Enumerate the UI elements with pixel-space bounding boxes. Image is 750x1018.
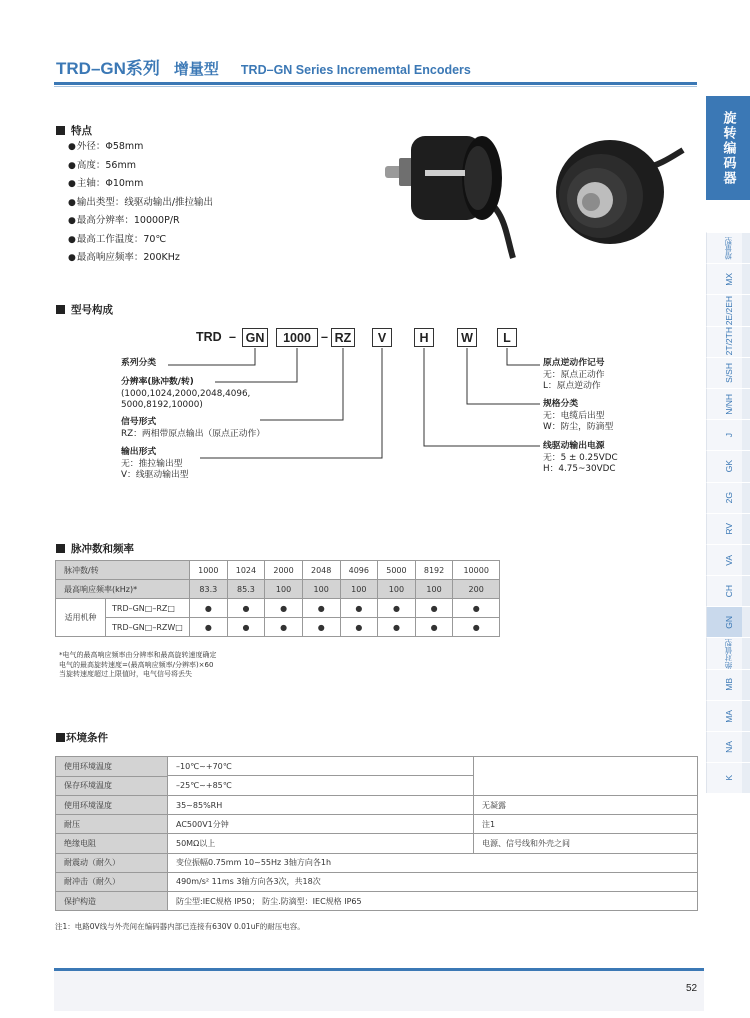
encoder-front-view (556, 140, 683, 244)
feature-item: ● 主轴：Φ10mm (68, 175, 213, 194)
side-tab-mx[interactable]: MX (706, 263, 750, 294)
desc-series: 系列分类 (121, 358, 157, 368)
table-cell: 使用环境温度 (56, 757, 168, 777)
desc-output: 输出形式 无：推拉输出型 V：线驱动输出型 (121, 447, 189, 480)
table-cell (168, 757, 474, 796)
side-tab-s[interactable]: S/SH (706, 357, 750, 388)
feature-item: ● 最高工作温度：70℃ (68, 231, 213, 250)
table-cell: 10000 (453, 561, 500, 580)
side-tab-k[interactable]: K (706, 762, 750, 793)
table-cell: 100 (415, 580, 453, 599)
table-cell: ● (190, 618, 228, 637)
table-cell: ● (378, 599, 416, 618)
desc-spec: 规格分类 无：电缆后出型 W：防尘，防滴型 (543, 399, 614, 432)
code-box-w: W (457, 328, 477, 347)
code-prefix: TRD (196, 330, 222, 344)
table-cell: 注1 (474, 815, 698, 834)
side-tab-absolute[interactable]: 绝对值型 (706, 637, 750, 668)
side-tab-gk[interactable]: GK (706, 450, 750, 481)
square-bullet-icon (56, 126, 65, 135)
table-cell: 保护构造 (56, 891, 168, 910)
pulse-table (55, 560, 500, 637)
table-cell: ● (227, 599, 265, 618)
table-cell: ● (340, 618, 378, 637)
side-tab-na[interactable]: NA (706, 731, 750, 762)
side-tab-2e[interactable]: 2E/2EH (706, 294, 750, 325)
table-cell: 耐震动（耐久） (56, 853, 168, 872)
table-cell: TRD–GN□–RZW□ (106, 618, 190, 637)
feature-list (68, 138, 213, 268)
table-cell: 50MΩ以上 (168, 834, 474, 853)
table-cell: 使用环境湿度 (56, 796, 168, 815)
note-line: 当旋转速度超过上限值时，电气信号将丢失 (59, 670, 192, 678)
desc-resolution: 分辨率(脉冲数/转) (1000,1024,2000,2048,4096, 5000,8192,10000) (121, 377, 251, 410)
table-row (56, 796, 698, 815)
code-box-v: V (372, 328, 392, 347)
table-cell: 85.3 (227, 580, 265, 599)
pulse-notes (59, 651, 217, 680)
env-value: –25℃~+85℃ (176, 781, 232, 790)
feature-item: ● 输出类型：线驱动输出/推拉输出 (68, 194, 213, 213)
table-cell: 无凝露 (474, 796, 698, 815)
pulse-heading: 脉冲数和频率 (56, 541, 134, 556)
table-cell: AC500V1分钟 (168, 815, 474, 834)
table-row (56, 891, 698, 910)
side-main-tab[interactable] (706, 96, 750, 200)
table-row (56, 853, 698, 872)
code-box-h: H (414, 328, 434, 347)
table-cell: 5000 (378, 561, 416, 580)
table-row (56, 580, 500, 599)
table-cell: 100 (302, 580, 340, 599)
table-row (56, 618, 500, 637)
code-dash: – (229, 330, 236, 344)
side-tab-va[interactable]: VA (706, 544, 750, 575)
table-cell: 脉冲数/转 (56, 561, 190, 580)
feature-item: ● 外径：Φ58mm (68, 138, 213, 157)
table-cell: 绝缘电阻 (56, 834, 168, 853)
table-cell: 100 (378, 580, 416, 599)
table-cell: 83.3 (190, 580, 228, 599)
model-heading: 型号构成 (56, 302, 113, 317)
side-tab-j[interactable]: J (706, 419, 750, 450)
table-cell: 适用机种 (56, 599, 106, 637)
table-cell: 490m/s² 11ms 3轴方向各3次，共18次 (168, 872, 698, 891)
table-row (56, 815, 698, 834)
page-number: 52 (686, 983, 698, 994)
table-row (56, 561, 500, 580)
feature-item: ● 最高分辨率：10000P/R (68, 212, 213, 231)
table-cell: 2048 (302, 561, 340, 580)
side-tab-mb[interactable]: MB (706, 669, 750, 700)
table-cell: ● (302, 599, 340, 618)
table-cell: ● (265, 618, 303, 637)
table-row (56, 872, 698, 891)
table-cell: 4096 (340, 561, 378, 580)
table-cell: ● (340, 599, 378, 618)
encoder-side-view (385, 136, 513, 258)
table-cell: 1000 (190, 561, 228, 580)
table-cell: 2000 (265, 561, 303, 580)
table-cell: ● (378, 618, 416, 637)
side-tab-rv[interactable]: RV (706, 513, 750, 544)
table-cell: ● (453, 618, 500, 637)
code-dash: – (321, 330, 328, 344)
page-header (56, 54, 471, 79)
square-bullet-icon (56, 305, 65, 314)
table-cell: 耐冲击（耐久） (56, 872, 168, 891)
table-cell: ● (227, 618, 265, 637)
table-cell: ● (415, 618, 453, 637)
desc-power: 线驱动输出电源 无：5 ± 0.25VDC H：4.75~30VDC (543, 441, 618, 474)
page-title: TRD–GN系列 (56, 59, 160, 78)
code-box-l: L (497, 328, 517, 347)
side-tab-ch[interactable]: CH (706, 575, 750, 606)
side-tab-list (706, 232, 750, 793)
side-main-label: 旋转编码器 (720, 110, 736, 186)
table-row (56, 834, 698, 853)
square-bullet-icon (56, 733, 65, 742)
title-rule-thin (54, 86, 697, 87)
side-tab-n[interactable]: N/NH (706, 388, 750, 419)
table-cell: TRD–GN□–RZ□ (106, 599, 190, 618)
table-cell: 100 (265, 580, 303, 599)
page-title-en: TRD–GN Series Incrememtal Encoders (240, 63, 471, 77)
table-cell: 变位振幅0.75mm 10~55Hz 3轴方向各1h (168, 853, 698, 872)
table-cell: ● (302, 618, 340, 637)
table-cell: ● (190, 599, 228, 618)
side-tab-ma[interactable]: MA (706, 700, 750, 731)
feature-item: ● 最高响应频率：200KHz (68, 249, 213, 268)
table-cell: 耐压 (56, 815, 168, 834)
table-row (56, 757, 698, 777)
encoder-photo (385, 130, 685, 260)
table-cell: 100 (340, 580, 378, 599)
side-tab-2g[interactable]: 2G (706, 482, 750, 513)
table-cell: 最高响应频率(kHz)* (56, 580, 190, 599)
table-cell: 电源、信号线和外壳之间 (474, 834, 698, 853)
feature-item: ● 高度：56mm (68, 157, 213, 176)
desc-origin: 原点逆动作记号 无：原点正动作 L：原点逆动作 (543, 358, 605, 391)
title-rule (54, 82, 697, 85)
code-box-rz: RZ (331, 328, 355, 347)
table-cell: 保存环境温度 (56, 776, 168, 796)
table-row (56, 599, 500, 618)
env-value: –10℃~+70℃ (168, 757, 473, 776)
note-line: *电气的最高响应频率由分辨率和最高旋转速度确定 (59, 651, 217, 659)
desc-signal: 信号形式 RZ：两相带原点输出（原点正动作） (121, 417, 266, 439)
note-line: 电气的最高旋转速度=(最高响应频率/分辨率)×60 (59, 660, 214, 669)
square-bullet-icon (56, 544, 65, 553)
code-box-gn: GN (242, 328, 268, 347)
features-heading: 特点 (56, 123, 92, 138)
table-cell: 35~85%RH (168, 796, 474, 815)
table-cell: ● (265, 599, 303, 618)
table-cell: 1024 (227, 561, 265, 580)
env-table (55, 756, 698, 911)
side-tab-gn[interactable]: GN (706, 606, 750, 637)
table-cell: 8192 (415, 561, 453, 580)
env-footnote: 注1：电路0V线与外壳间在编码器内部已连接有630V 0.01uF的耐压电容。 (55, 922, 305, 931)
table-cell (474, 757, 698, 796)
footer-band (54, 971, 704, 1011)
encoder-type: 增量型 (173, 60, 219, 78)
side-tab-2t[interactable]: 2T/2TH (706, 326, 750, 357)
code-box-resolution: 1000 (276, 328, 318, 347)
table-cell: 200 (453, 580, 500, 599)
table-cell: ● (453, 599, 500, 618)
side-tab-incremental[interactable]: 增量型 (706, 232, 750, 263)
env-heading: 环境条件 (56, 730, 108, 745)
table-cell: 防尘型:IEC规格 IP50； 防尘.防滴型：IEC规格 IP65 (168, 891, 698, 910)
table-cell: ● (415, 599, 453, 618)
